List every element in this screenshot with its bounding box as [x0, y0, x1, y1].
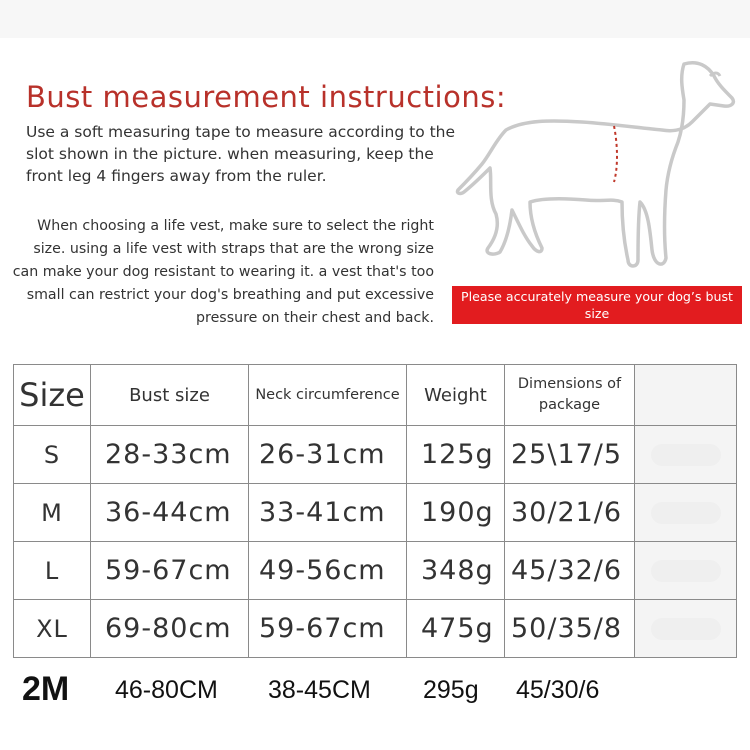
cell-blank	[635, 542, 737, 600]
size-advice-paragraph: When choosing a life vest, make sure to select the right size. using a life vest with straps that are the wrong size can make your dog resistant to wearing it. a vest that's too small can restrict your dog's breathing and put excessive pressure on their chest and back.	[12, 218, 434, 326]
cell-size: M	[14, 484, 91, 542]
header-bust-size: Bust size	[91, 365, 249, 426]
cell-bust: 28-33cm	[91, 426, 249, 484]
cell-neck: 49-56cm	[249, 542, 407, 600]
page-title: Bust measurement instructions:	[26, 80, 507, 114]
extra-size-row	[0, 672, 750, 717]
cell-size: XL	[14, 600, 91, 658]
cell-weight: 475g	[407, 600, 505, 658]
cell-neck: 26-31cm	[249, 426, 407, 484]
table-header-row	[14, 365, 737, 426]
table-row	[14, 484, 737, 542]
table-row	[14, 542, 737, 600]
extra-size: 2M	[22, 670, 70, 708]
cell-weight: 348g	[407, 542, 505, 600]
cell-weight: 190g	[407, 484, 505, 542]
cell-neck: 33-41cm	[249, 484, 407, 542]
extra-bust: 46-80CM	[115, 676, 218, 704]
cell-dimensions: 50/35/8	[505, 600, 635, 658]
cell-bust: 59-67cm	[91, 542, 249, 600]
top-band	[0, 0, 750, 38]
cell-blank	[635, 600, 737, 658]
header-blank	[635, 365, 737, 426]
extra-weight: 295g	[423, 676, 479, 704]
header-weight: Weight	[407, 365, 505, 426]
faded-mark	[651, 618, 721, 640]
cell-weight: 125g	[407, 426, 505, 484]
table-row	[14, 600, 737, 658]
size-chart-table	[13, 364, 737, 658]
cell-bust: 36-44cm	[91, 484, 249, 542]
cell-bust: 69-80cm	[91, 600, 249, 658]
faded-mark	[651, 560, 721, 582]
header-package-dimensions: Dimensions of package	[505, 365, 635, 426]
header-neck-circumference: Neck circumference	[249, 365, 407, 426]
cell-dimensions: 30/21/6	[505, 484, 635, 542]
header-size: Size	[14, 365, 91, 426]
dog-outline-icon	[452, 50, 742, 280]
cell-size: L	[14, 542, 91, 600]
measuring-instructions: Use a soft measuring tape to measure according to the slot shown in the picture. when measuring, keep the front leg 4 fingers away from the ruler.	[26, 123, 456, 185]
cell-dimensions: 45/32/6	[505, 542, 635, 600]
faded-mark	[651, 444, 721, 466]
extra-neck: 38-45CM	[268, 676, 371, 704]
measure-notice-banner: Please accurately measure your dog’s bust size	[452, 286, 742, 324]
cell-size: S	[14, 426, 91, 484]
cell-dimensions: 25\17/5	[505, 426, 635, 484]
table-row	[14, 426, 737, 484]
faded-mark	[651, 502, 721, 524]
cell-blank	[635, 484, 737, 542]
cell-blank	[635, 426, 737, 484]
cell-neck: 59-67cm	[249, 600, 407, 658]
extra-dimensions: 45/30/6	[516, 676, 600, 704]
